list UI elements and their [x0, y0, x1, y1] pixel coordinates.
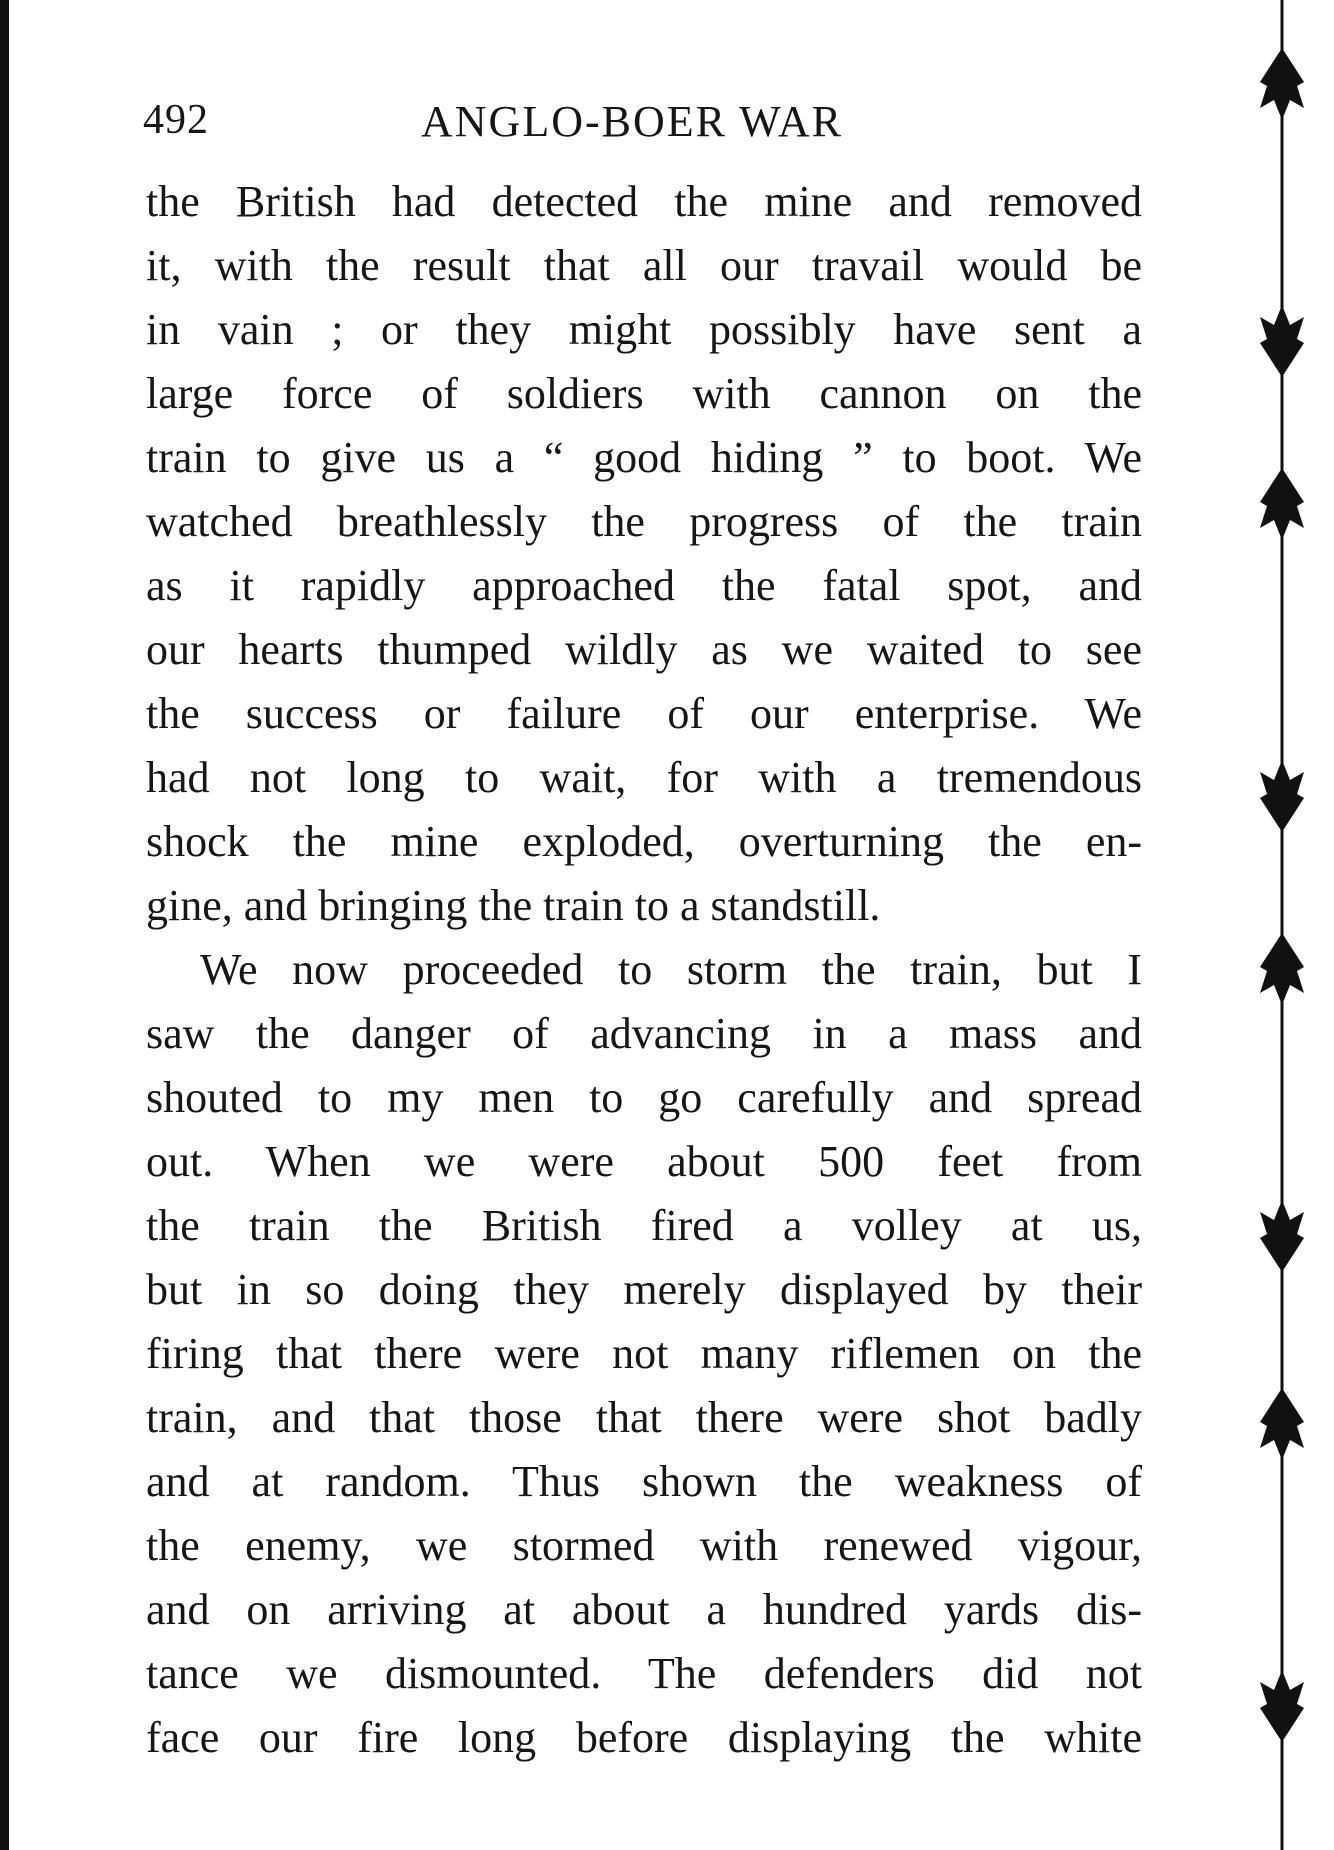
text-line: in vain ; or they might possibly have sent a: [146, 305, 1142, 354]
text-line: the train the British fired a volley at us,: [146, 1201, 1142, 1250]
body-text: [146, 170, 1142, 1770]
ornament-down-icon: [1260, 1670, 1304, 1742]
text-line: our hearts thumped wildly as we waited to see: [146, 625, 1142, 674]
decorative-border: [1230, 0, 1334, 1850]
page-binding-edge: [0, 0, 9, 1850]
text-line: shock the mine exploded, overturning the en-: [146, 817, 1142, 866]
text-line: watched breathlessly the progress of the train: [146, 497, 1142, 546]
text-line: had not long to wait, for with a tremendous: [146, 753, 1142, 802]
text-line: out. When we were about 500 feet from: [146, 1137, 1142, 1186]
ornament-up-icon: [1260, 933, 1304, 1005]
ornament-down-icon: [1260, 760, 1304, 832]
text-line: as it rapidly approached the fatal spot, and: [146, 561, 1142, 610]
text-line: and on arriving at about a hundred yards dis-: [146, 1585, 1142, 1634]
ornament-up-icon: [1260, 48, 1304, 120]
page-header: [143, 96, 1143, 156]
text-line: train to give us a “ good hiding ” to boot. We: [146, 433, 1142, 482]
ornament-up-icon: [1260, 468, 1304, 540]
text-line: firing that there were not many riflemen on the: [146, 1329, 1142, 1378]
text-line: the success or failure of our enterprise. We: [146, 689, 1142, 738]
text-line: the British had detected the mine and removed: [146, 177, 1142, 226]
text-line: the enemy, we stormed with renewed vigour,: [146, 1521, 1142, 1570]
text-line: and at random. Thus shown the weakness of: [146, 1457, 1142, 1506]
text-line: face our fire long before displaying the white: [146, 1713, 1142, 1762]
ornament-up-icon: [1260, 1388, 1304, 1460]
text-line: large force of soldiers with cannon on the: [146, 369, 1142, 418]
running-title: ANGLO-BOER WAR: [421, 97, 843, 146]
text-line: We now proceeded to storm the train, but I: [200, 945, 1142, 994]
text-line: gine, and bringing the train to a standstill.: [146, 881, 881, 930]
page-number: 492: [143, 97, 209, 143]
text-line: it, with the result that all our travail would be: [146, 241, 1142, 290]
ornament-down-icon: [1260, 305, 1304, 377]
ornament-down-icon: [1260, 1200, 1304, 1272]
text-line: shouted to my men to go carefully and spread: [146, 1073, 1142, 1122]
text-line: saw the danger of advancing in a mass and: [146, 1009, 1142, 1058]
text-line: tance we dismounted. The defenders did not: [146, 1649, 1142, 1698]
text-line: but in so doing they merely displayed by their: [146, 1265, 1142, 1314]
text-line: train, and that those that there were shot badly: [146, 1393, 1142, 1442]
